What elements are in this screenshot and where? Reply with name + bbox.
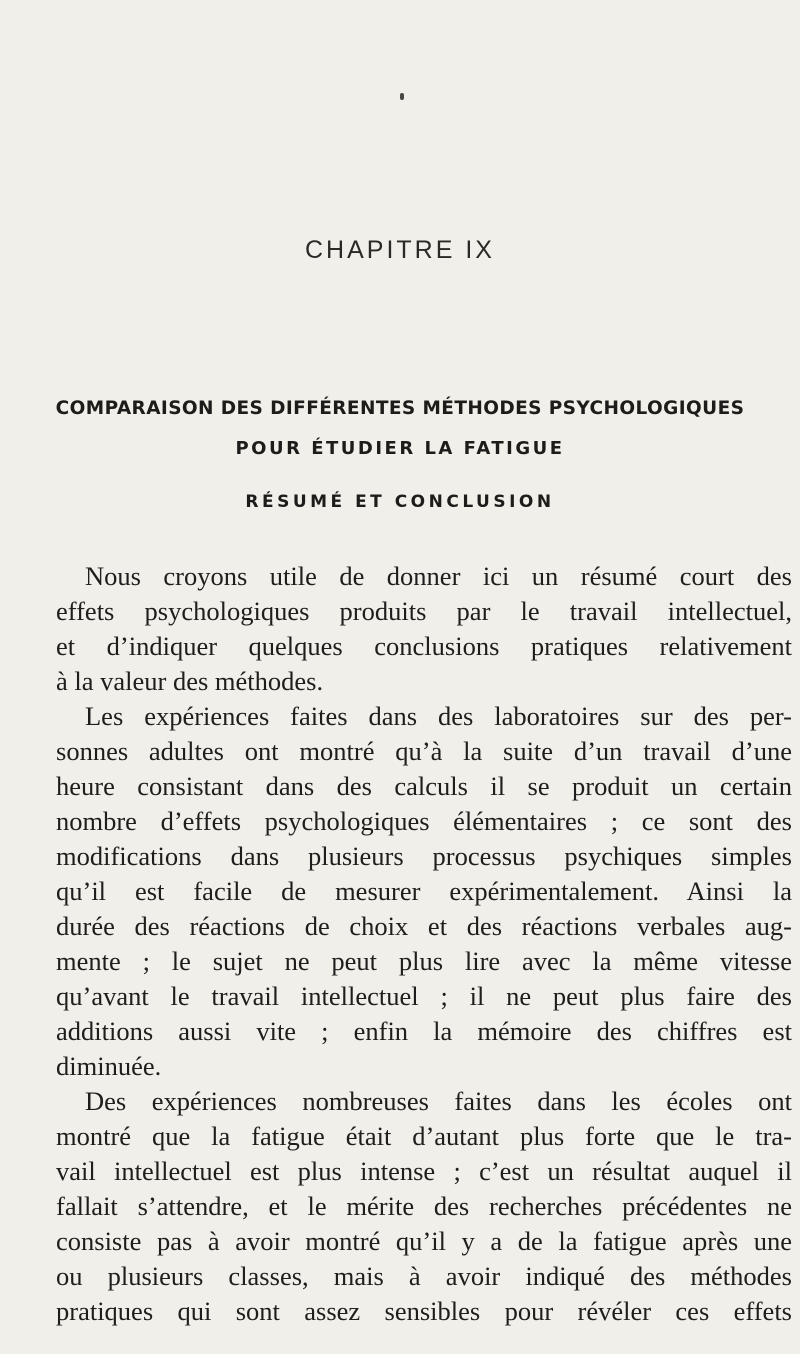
body-line: Des expériences nombreuses faites dans les écoles ont: [85, 1086, 792, 1116]
body-line: et d’indiquer quelques conclusions pratiques relativement: [56, 631, 792, 661]
chapter-title-line-2: POUR ÉTUDIER LA FATIGUE: [235, 438, 565, 459]
body-line: fallait s’attendre, et le mérite des recherches précédentes ne: [56, 1191, 792, 1221]
chapter-heading: CHAPITRE IX: [305, 236, 495, 264]
body-line: nombre d’effets psychologiques élémentaires ; ce sont des: [56, 806, 792, 836]
body-line: diminuée.: [56, 1051, 162, 1081]
body-line: mente ; le sujet ne peut plus lire avec la même vitesse: [56, 946, 792, 976]
body-line: consiste pas à avoir montré qu’il y a de la fatigue après une: [56, 1226, 792, 1256]
body-line: pratiques qui sont assez sensibles pour révéler ces effets: [56, 1296, 792, 1326]
chapter-title-line-1: COMPARAISON DES DIFFÉRENTES MÉTHODES PSYCHOLOGIQUES: [55, 398, 745, 419]
body-line: Les expériences faites dans des laboratoires sur des per-: [85, 701, 792, 731]
body-line: montré que la fatigue était d’autant plus forte que le tra-: [56, 1121, 792, 1151]
body-line: Nous croyons utile de donner ici un résumé court des: [85, 561, 792, 591]
body-line: durée des réactions de choix et des réactions verbales aug-: [56, 911, 792, 941]
chapter-subtitle: RÉSUMÉ ET CONCLUSION: [245, 492, 555, 512]
body-line: qu’avant le travail intellectuel ; il ne peut plus faire des: [56, 981, 792, 1011]
body-line: sonnes adultes ont montré qu’à la suite d’un travail d’une: [56, 736, 792, 766]
body-line: modifications dans plusieurs processus psychiques simples: [56, 841, 792, 871]
body-line: heure consistant dans des calculs il se produit un certain: [56, 771, 792, 801]
body-line: vail intellectuel est plus intense ; c’est un résultat auquel il: [56, 1156, 792, 1186]
body-line: qu’il est facile de mesurer expérimentalement. Ainsi la: [56, 876, 792, 906]
body-line: effets psychologiques produits par le travail intellectuel,: [56, 596, 792, 626]
body-line: à la valeur des méthodes.: [56, 666, 324, 696]
printer-mark: [400, 93, 404, 100]
body-line: additions aussi vite ; enfin la mémoire des chiffres est: [56, 1016, 792, 1046]
body-line: ou plusieurs classes, mais à avoir indiqué des méthodes: [56, 1261, 792, 1291]
